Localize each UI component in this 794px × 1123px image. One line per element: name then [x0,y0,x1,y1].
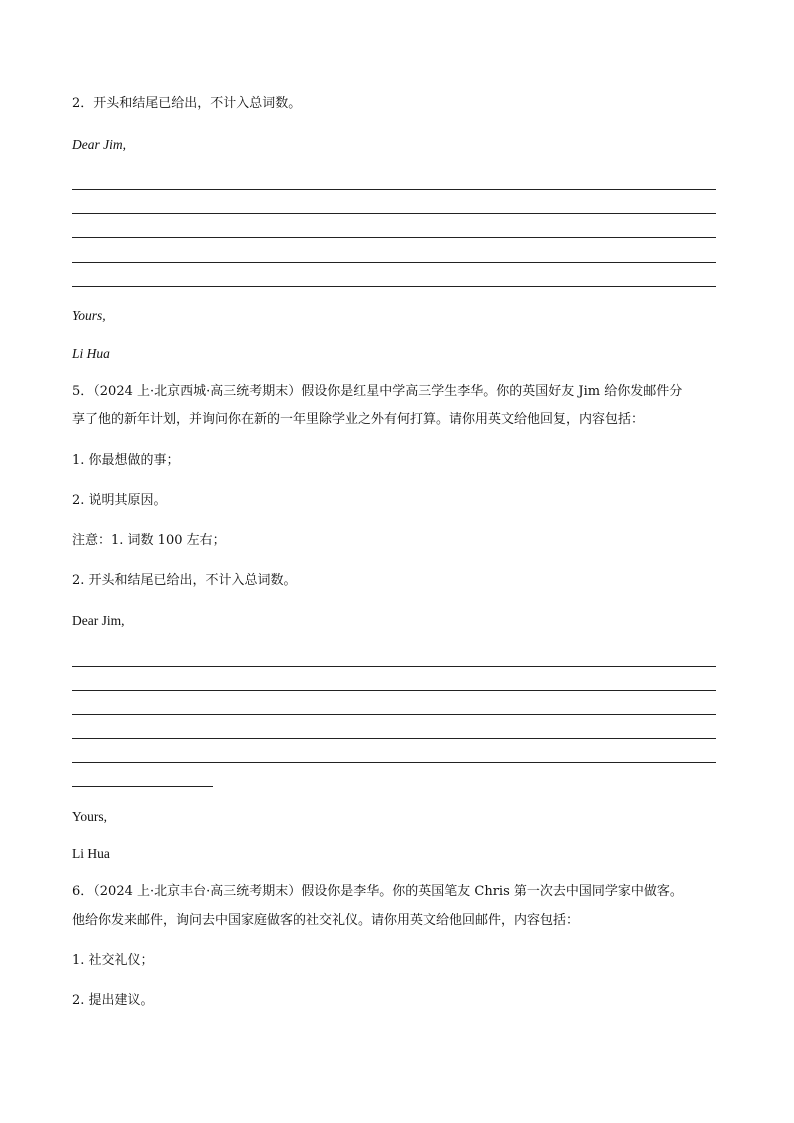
letter-closing: Yours, [72,809,108,824]
question-6-prompt-line-1: 6．（2024 上·北京丰台·高三统考期末）假设你是李华。你的英国笔友 Chris 第一次去中国同学家中做客。 [72,884,683,899]
letter-greeting: Dear Jim, [72,137,126,152]
instruction-note: 2．开头和结尾已给出，不计入总词数。 [72,96,302,111]
writing-line[interactable] [72,237,716,238]
writing-line[interactable] [72,738,716,739]
letter-closing: Yours, [72,308,106,323]
question-6-prompt-line-2: 他给你发来邮件，询问去中国家庭做客的社交礼仪。请你用英文给他回邮件，内容包括： [72,913,580,928]
question-5-note-2: 2. 开头和结尾已给出，不计入总词数。 [72,573,297,588]
writing-line[interactable] [72,286,716,287]
writing-line[interactable] [72,262,716,263]
writing-line[interactable] [72,666,716,667]
letter-signature: Li Hua [72,346,110,361]
writing-line[interactable] [72,714,716,715]
writing-line[interactable] [72,762,716,763]
letter-greeting: Dear Jim, [72,613,125,628]
writing-line[interactable] [72,786,213,787]
writing-line[interactable] [72,213,716,214]
question-5-item-2: 2. 说明其原因。 [72,493,167,508]
question-5-prompt-line-2: 享了他的新年计划，并询问你在新的一年里除学业之外有何打算。请你用英文给他回复，内容包括： [72,412,645,427]
question-5-item-1: 1. 你最想做的事； [72,453,180,468]
letter-signature: Li Hua [72,846,110,861]
question-5-note-1: 注意：1. 词数 100 左右； [72,533,226,548]
writing-line[interactable] [72,189,716,190]
question-6-item-2: 2. 提出建议。 [72,993,154,1008]
writing-line[interactable] [72,690,716,691]
question-5-prompt-line-1: 5．（2024 上·北京西城·高三统考期末）假设你是红星中学高三学生李华。你的英国好友 Jim 给你发邮件分 [72,384,683,399]
question-6-item-1: 1. 社交礼仪； [72,953,154,968]
